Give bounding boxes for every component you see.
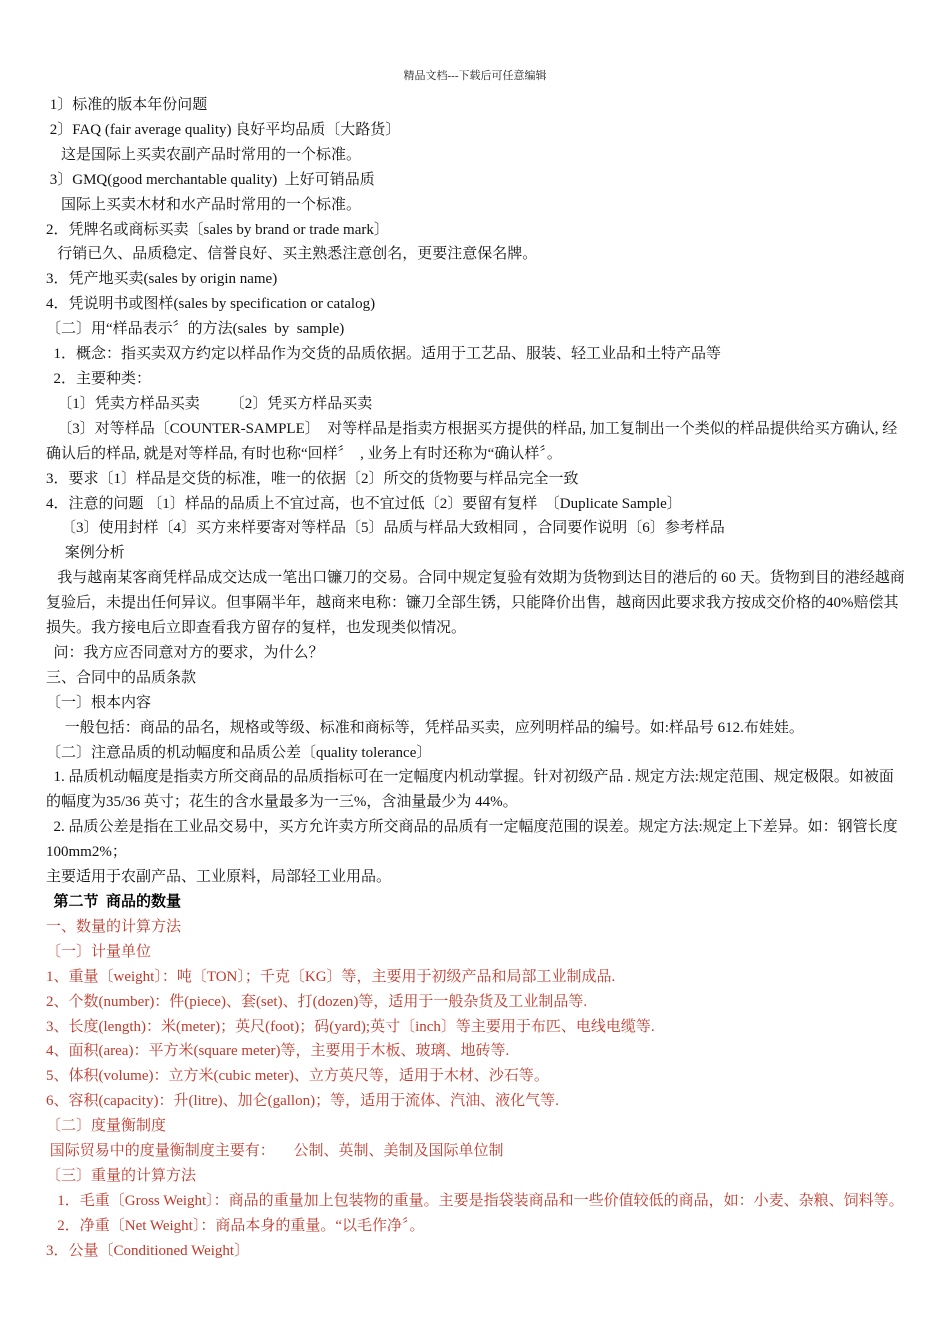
text-line: 1．毛重〔Gross Weight〕：商品的重量加上包装物的重量。主要是指袋装商品和一些价值较低的商品，如：小麦、杂粮、饲料等。 [46, 1192, 904, 1209]
text-line: 〔3〕使用封样〔4〕买方来样要寄对等样品〔5〕品质与样品大致相同 ，合同要作说明〔6〕参考样品 [46, 520, 725, 537]
text-line: 国际贸易中的度量衡制度主要有： 公制、英制、美制及国际单位制 [46, 1143, 504, 1160]
text-line: 〔二〕用“样品表示〞的方法(sales by sample) [46, 321, 345, 338]
text-line: 1〕标准的版本年份问题 [46, 97, 208, 113]
text-line: 主要适用于农副产品、工业原料，局部轻工业用品。 [46, 869, 392, 886]
text-line: 3〕GMQ(good merchantable quality) 上好可销品质 [46, 171, 375, 188]
text-line: 2．主要种类： [46, 370, 152, 387]
document-body [46, 93, 906, 1264]
text-line: 4．注意的问题 〔1〕样品的品质上不宜过高，也不宜过低〔2〕要留有复样 〔Duplicate Sample〕 [46, 495, 682, 512]
text-line: 4、面积(area)：平方米(square meter)等，主要用于木板、玻璃、地砖等. [46, 1043, 510, 1060]
page-header: 精品文档---下载后可任意编辑 [403, 70, 547, 82]
text-line: 6、容积(capacity)：升(litre)、加仑(gallon)；等，适用于流体、汽油、液化气等. [46, 1093, 559, 1110]
text-line: 一、数量的计算方法 [46, 918, 182, 935]
text-line: 我与越南某客商凭样品成交达成一笔出口镰刀的交易。合同中规定复验有效期为货物到达目的港后的 60 天。货物到目的港经越商复验后，未提出任何异议。但事隔半年，越商来电称：镰刀全部生锈，只能降价出售，越商因此要求我方按成交价格的40%赔偿其损失。我方接电后立即查看我方留存的复样，也发现类似情况。 [46, 570, 905, 637]
text-line: 〔三〕重量的计算方法 [46, 1167, 197, 1184]
text-line: 这是国际上买卖农副产品时常用的一个标准。 [46, 146, 362, 163]
text-line: 3．凭产地买卖(sales by origin name) [46, 271, 278, 288]
text-line: 案例分析 [46, 545, 125, 562]
text-line: 4．凭说明书或图样(sales by specification or catalog) [46, 296, 376, 313]
text-line: 〔二〕度量衡制度 [46, 1118, 167, 1135]
text-line: 2、个数(number)：件(piece)、套(set)、打(dozen)等，适用于一般杂货及工业制品等. [46, 993, 588, 1010]
text-line: 行销已久、品质稳定、信誉良好、买主熟悉注意创名，更要注意保名牌。 [46, 246, 538, 263]
text-line: 〔一〕计量单位 [46, 943, 152, 960]
text-line: 2．净重〔Net Weight〕：商品本身的重量。“以毛作净〞。 [46, 1217, 425, 1234]
text-line: 2. 品质公差是指在工业品交易中，买方允许卖方所交商品的品质有一定幅度范围的误差。规定方法:规定上下差异。如：钢管长度 100mm2%； [46, 819, 902, 861]
text-line: 1. 品质机动幅度是指卖方所交商品的品质指标可在一定幅度内机动掌握。针对初级产品 . 规定方法:规定范围、规定极限。如被面的幅度为35/36 英寸；花生的含水量最多为一三%，含油量最少为 44%。 [46, 769, 894, 811]
section-heading: 第二节 商品的数量 [46, 894, 182, 910]
text-line: 问：我方应否同意对方的要求，为什么？ [46, 644, 324, 661]
text-line: 2．凭牌名或商标买卖〔sales by brand or trade mark〕 [46, 221, 389, 238]
text-line: 3．要求〔1〕样品是交货的标准，唯一的依据〔2〕所交的货物要与样品完全一致 [46, 470, 579, 487]
text-line: 1．概念：指买卖双方约定以样品作为交货的品质依据。适用于工艺品、服装、轻工业品和土特产品等 [46, 346, 722, 363]
text-line: 3、长度(length)：米(meter)；英尺(foot)；码(yard);英寸〔inch〕等主要用于布匹、电线电缆等. [46, 1018, 655, 1035]
text-line: 2〕FAQ (fair average quality) 良好平均品质〔大路货〕 [46, 121, 401, 138]
text-line: 〔3〕对等样品〔COUNTER-SAMPLE〕 对等样品是指卖方根据买方提供的样品, 加工复制出一个类似的样品提供给买方确认, 经确认后的样品, 就是对等样品, 有时也称“回样〞 , 业务上有时还称为“确认样〞。 [46, 420, 898, 462]
text-line: 1、重量〔weight〕：吨〔TON〕；千克〔KG〕等，主要用于初级产品和局部工业制成品. [46, 968, 616, 985]
text-line: 一般包括：商品的品名，规格或等级、标准和商标等，凭样品买卖，应列明样品的编号。如:样品号 612.布娃娃。 [46, 719, 804, 736]
text-line: 〔二〕注意品质的机动幅度和品质公差〔quality tolerance〕 [46, 744, 432, 761]
text-line: 三、合同中的品质条款 [46, 669, 197, 686]
text-line: 国际上买卖木材和水产品时常用的一个标准。 [46, 196, 362, 213]
text-line: 5、体积(volume)：立方米(cubic meter)、立方英尺等，适用于木材、沙石等。 [46, 1068, 549, 1085]
text-line: 〔1〕凭卖方样品买卖 〔2〕凭买方样品买卖 [46, 395, 373, 412]
text-line: 3．公量〔Conditioned Weight〕 [46, 1242, 250, 1259]
text-line: 〔一〕根本内容 [46, 694, 152, 711]
